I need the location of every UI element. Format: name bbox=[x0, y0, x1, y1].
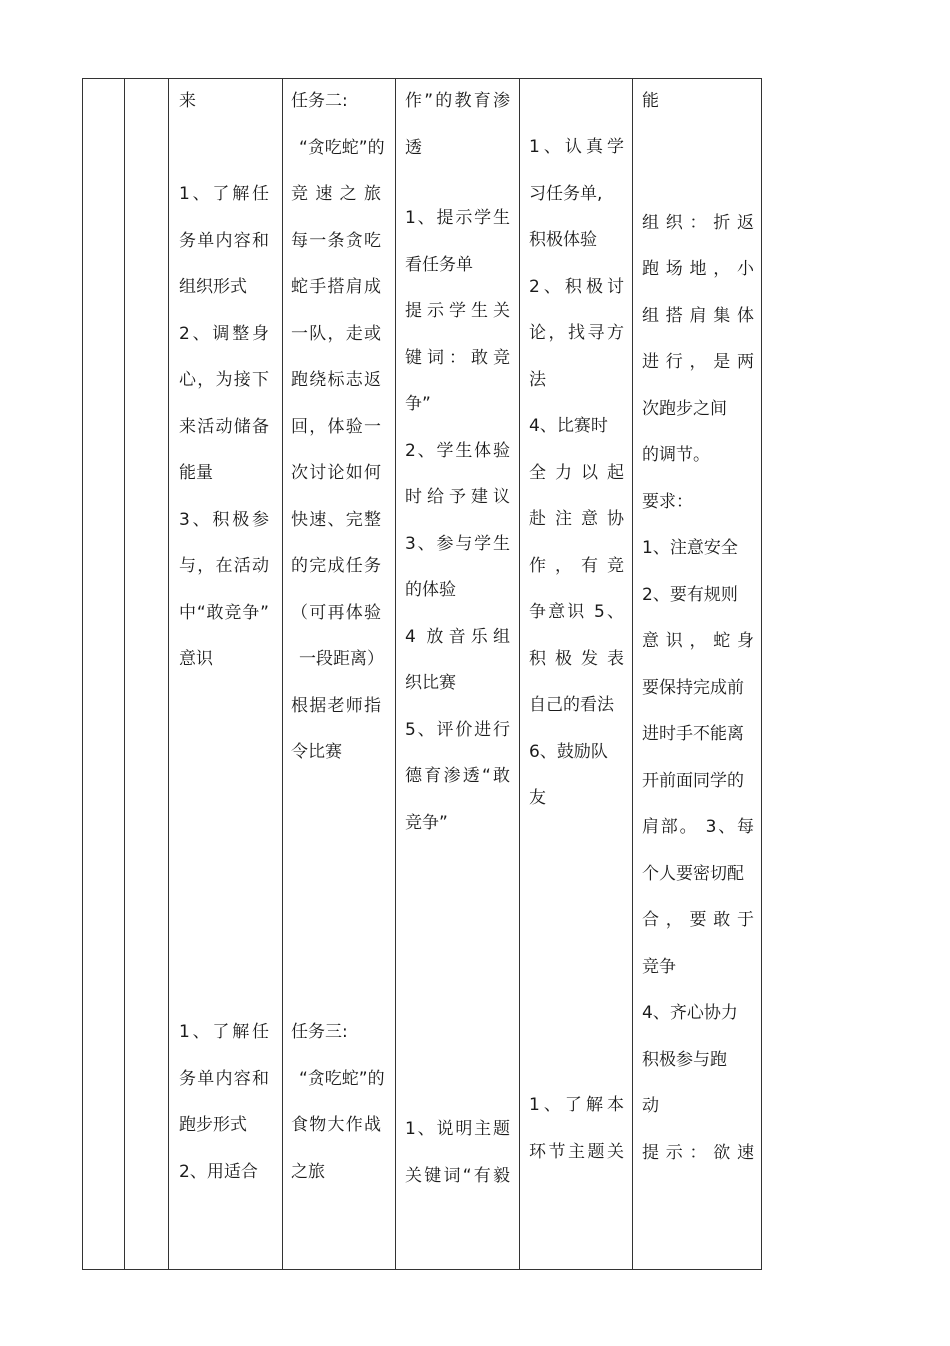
text-line: 竞速之旅 bbox=[291, 184, 381, 204]
text-line: 4 放音乐组 bbox=[405, 626, 510, 647]
text-line: 争意识 5、 bbox=[529, 602, 624, 622]
text-line: 来活动储备 bbox=[179, 416, 269, 437]
text-line: 意识 bbox=[179, 649, 213, 669]
text-line: 2、用适合 bbox=[179, 1161, 258, 1182]
teacher-column bbox=[405, 78, 510, 846]
text-line: 任务三: bbox=[291, 1022, 348, 1042]
text-line: 德育渗透“敢 bbox=[405, 766, 510, 786]
text-line: 3、参与学生 bbox=[405, 533, 510, 554]
text-line: 一队，走或 bbox=[291, 323, 381, 344]
text-line: 进行，是两 bbox=[642, 352, 754, 372]
text-line: 食物大作战 bbox=[291, 1115, 381, 1135]
text-line: 个人要密切配 bbox=[642, 863, 744, 884]
text-line: 跑步形式 bbox=[179, 1115, 247, 1135]
text-line: 全力以起 bbox=[529, 462, 624, 483]
text-line: 回，体验一 bbox=[291, 416, 381, 437]
text-line: 1、了解本 bbox=[529, 1095, 624, 1115]
student-column bbox=[529, 124, 624, 822]
text-line: 1、了解任 bbox=[179, 1022, 269, 1042]
text-line: 提示学生关 bbox=[405, 301, 510, 321]
text-line: 关键词“有毅 bbox=[405, 1165, 510, 1186]
text-line: 作”的教育渗 bbox=[405, 91, 510, 111]
column-divider-3 bbox=[282, 78, 283, 1270]
text-line: 提示：欲速 bbox=[642, 1142, 754, 1163]
text-line: 习任务单, bbox=[529, 183, 603, 204]
text-line: 进时手不能离 bbox=[642, 724, 744, 744]
text-line: 次讨论如何 bbox=[291, 463, 381, 483]
text-line: 来 bbox=[179, 91, 196, 111]
text-line: 1、说明主题 bbox=[405, 1119, 510, 1139]
text-line: 每一条贪吃 bbox=[291, 230, 381, 251]
text-line: 1、注意安全 bbox=[642, 538, 738, 558]
teacher-column-lower bbox=[405, 1106, 510, 1199]
column-divider-6 bbox=[632, 78, 633, 1270]
text-line: 2、积极讨 bbox=[529, 276, 624, 297]
text-line: （可再体验 bbox=[291, 602, 381, 623]
text-line: “贪吃蛇”的 bbox=[299, 137, 385, 158]
text-line: 开前面同学的 bbox=[642, 770, 744, 791]
text-line: 组织形式 bbox=[179, 277, 247, 297]
text-line: 争” bbox=[405, 394, 431, 414]
text-line: 务单内容和 bbox=[179, 1068, 269, 1089]
text-line: 环节主题关 bbox=[529, 1141, 624, 1162]
text-line: 竞争” bbox=[405, 812, 448, 833]
text-line: 2、学生体验 bbox=[405, 440, 510, 461]
text-line: 透 bbox=[405, 137, 422, 158]
text-line: 友 bbox=[529, 788, 546, 808]
column-divider-2 bbox=[168, 78, 169, 1270]
organization-column bbox=[642, 78, 754, 1176]
text-line: 之旅 bbox=[291, 1161, 325, 1182]
text-line: 能 bbox=[642, 91, 659, 111]
text-line: 合，要敢于 bbox=[642, 910, 754, 930]
text-line: 的调节。 bbox=[642, 445, 710, 465]
text-line: 积极体验 bbox=[529, 230, 597, 250]
text-line: 6、鼓励队 bbox=[529, 741, 608, 762]
text-line: 一段距离） bbox=[299, 649, 384, 669]
text-line: 1、认真学 bbox=[529, 137, 624, 157]
text-line: 的体验 bbox=[405, 580, 456, 600]
text-line: 令比赛 bbox=[291, 742, 342, 762]
text-line: 意识，蛇身 bbox=[642, 631, 754, 651]
text-line: 1、提示学生 bbox=[405, 208, 510, 228]
text-line: 任务二: bbox=[291, 91, 348, 111]
text-line: 心，为接下 bbox=[179, 370, 269, 390]
column-divider-4 bbox=[395, 78, 396, 1270]
student-column-lower bbox=[529, 1082, 624, 1175]
text-line: 中“敢竞争” bbox=[179, 602, 269, 623]
text-line: “贪吃蛇”的 bbox=[299, 1068, 385, 1089]
text-line: 自己的看法 bbox=[529, 695, 614, 715]
tasks-column-lower bbox=[291, 1009, 385, 1195]
text-line: 组织：折返 bbox=[642, 212, 754, 233]
text-line: 3、积极参 bbox=[179, 509, 269, 530]
text-line: 蛇手搭肩成 bbox=[291, 277, 381, 297]
text-line: 时给予建议 bbox=[405, 487, 510, 507]
text-line: 要保持完成前 bbox=[642, 677, 744, 698]
text-line: 积极参与跑 bbox=[642, 1049, 727, 1070]
tasks-column bbox=[291, 78, 385, 776]
text-line: 肩部。 3、每 bbox=[642, 817, 754, 837]
text-line: 根据老师指 bbox=[291, 695, 381, 716]
text-line: 赴注意协 bbox=[529, 509, 624, 529]
text-line: 织比赛 bbox=[405, 673, 456, 693]
text-line: 积极发表 bbox=[529, 648, 624, 669]
text-line: 1、了解任 bbox=[179, 184, 269, 204]
text-line: 键词：敢竞 bbox=[405, 347, 510, 368]
text-line: 4、齐心协力 bbox=[642, 1003, 738, 1023]
text-line: 看任务单 bbox=[405, 254, 473, 275]
text-line: 动 bbox=[642, 1096, 659, 1116]
column-divider-5 bbox=[519, 78, 520, 1270]
text-line: 跑绕标志返 bbox=[291, 370, 381, 390]
text-line: 组搭肩集体 bbox=[642, 305, 754, 326]
text-line: 论，找寻方 bbox=[529, 323, 624, 343]
text-line: 快速、完整 bbox=[291, 509, 381, 530]
text-line: 次跑步之间 bbox=[642, 398, 727, 419]
text-line: 要求： bbox=[642, 491, 693, 512]
objectives-column-lower bbox=[179, 1009, 269, 1195]
column-divider-1 bbox=[124, 78, 125, 1270]
objectives-column bbox=[179, 78, 269, 683]
text-line: 的完成任务 bbox=[291, 556, 381, 576]
text-line: 2、调整身 bbox=[179, 323, 269, 344]
text-line: 竞争 bbox=[642, 956, 676, 977]
text-line: 5、评价进行 bbox=[405, 719, 510, 740]
text-line: 跑场地，小 bbox=[642, 259, 754, 279]
text-line: 务单内容和 bbox=[179, 230, 269, 251]
text-line: 能量 bbox=[179, 463, 213, 483]
text-line: 法 bbox=[529, 369, 546, 390]
text-line: 作，有竞 bbox=[529, 555, 624, 576]
text-line: 2、要有规则 bbox=[642, 584, 738, 605]
text-line: 与，在活动 bbox=[179, 556, 269, 576]
text-line: 4、比赛时 bbox=[529, 416, 608, 436]
